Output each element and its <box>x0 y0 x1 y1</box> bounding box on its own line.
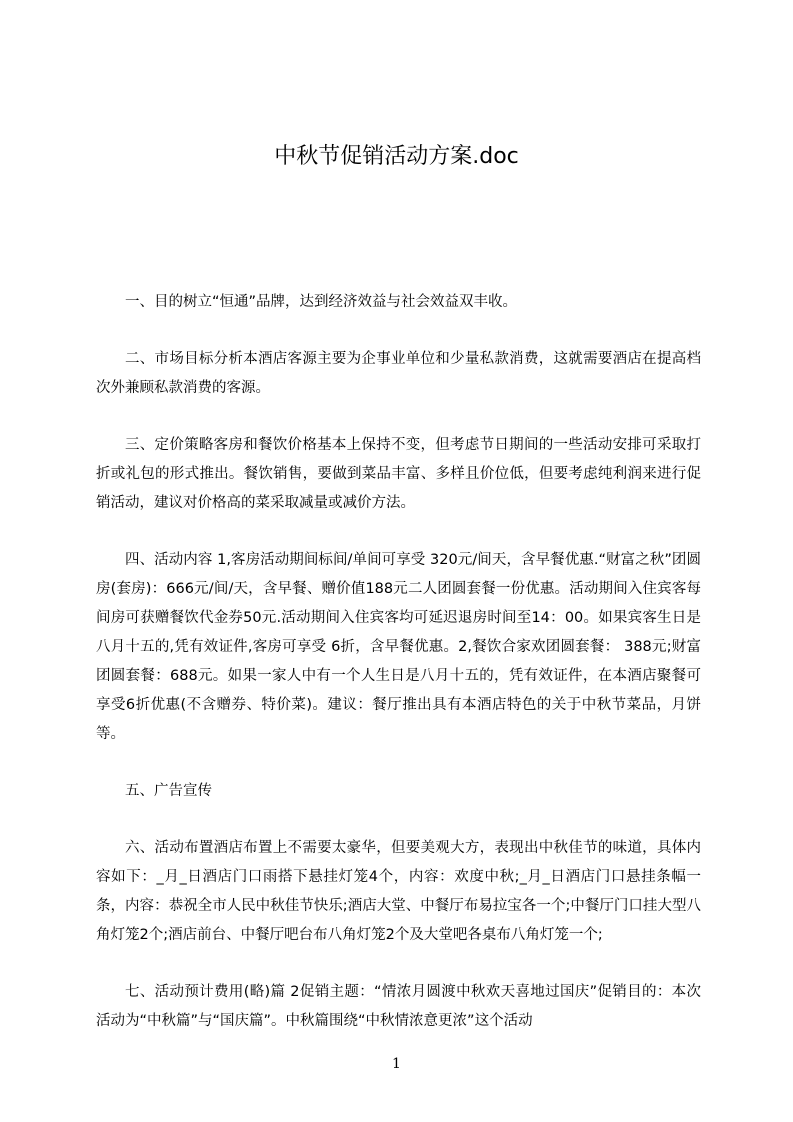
paragraph-decoration: 六、活动布置酒店布置上不需要太豪华，但要美观大方，表现出中秋佳节的味道，具体内容如下：_月_日酒店门口雨搭下悬挂灯笼4个，内容：欢度中秋;_月_日酒店门口悬挂条幅一条，内容：恭祝全市人民中秋佳节快乐;酒店大堂、中餐厅布易拉宝各一个;中餐厅门口挂大型八角灯笼2个;酒店前台、中餐厅吧台布八角灯笼2个及大堂吧各桌布八角灯笼一个; <box>96 840 701 943</box>
paragraph-advertising: 五、广告宣传 <box>125 783 212 799</box>
paragraph-activity-content: 四、活动内容 1,客房活动期间标间/单间可享受 320元/间天，含早餐优惠.“财富之秋”团圆房(套房)：666元/间/天，含早餐、赠价值188元二人团圆套餐一份优惠。活动期间入住宾客每间房可获赠餐饮代金券50元.活动期间入住宾客均可延迟退房时间至14：00。如果宾客生日是八月十五的,凭有效证件,客房可享受 6折，含早餐优惠。2,餐饮合家欢团圆套餐： 388元;财富团圆套餐：688元。如果一家人中有一个人生日是八月十五的，凭有效证件，在本酒店聚餐可享受6折优惠(不含赠券、特价菜)。建议：餐厅推出具有本酒店特色的关于中秋节菜品，月饼等。 <box>96 552 701 742</box>
document-body <box>96 288 701 1064</box>
document-title: 中秋节促销活动方案.doc <box>274 144 519 169</box>
paragraph-pricing-strategy: 三、定价策略客房和餐饮价格基本上保持不变，但考虑节日期间的一些活动安排可采取打折或礼包的形式推出。餐饮销售，要做到菜品丰富、多样且价位低，但要考虑纯利润来进行促销活动，建议对价格高的菜采取减量或减价方法。 <box>96 437 701 511</box>
page-number: 1 <box>392 1056 401 1072</box>
paragraph-market-analysis: 二、市场目标分析本酒店客源主要为企事业单位和少量私款消费，这就需要酒店在提高档次外兼顾私款消费的客源。 <box>96 351 701 396</box>
paragraph-budget: 七、活动预计费用(略)篇 2促销主题：“情浓月圆渡中秋欢天喜地过国庆”促销目的：本次活动为“中秋篇”与“国庆篇”。中秋篇围绕“中秋情浓意更浓”这个活动 <box>96 984 701 1029</box>
paragraph-purpose: 一、目的树立“恒通”品牌，达到经济效益与社会效益双丰收。 <box>125 294 518 310</box>
